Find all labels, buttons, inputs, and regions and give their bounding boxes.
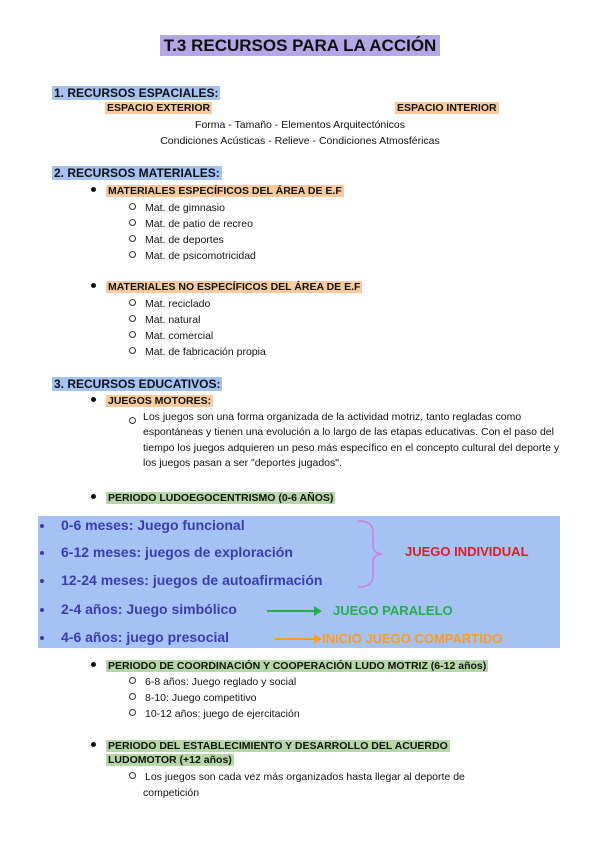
bullet-icon: [40, 551, 44, 555]
brace-icon: [355, 518, 395, 590]
list-item: Mat. de deportes: [129, 234, 224, 246]
tag-juego-paralelo: JUEGO PARALELO: [333, 603, 453, 618]
circle-bullet-icon: [129, 693, 136, 700]
circle-bullet-icon: [129, 203, 136, 210]
page-title: T.3 RECURSOS PARA LA ACCIÓN: [0, 36, 600, 56]
circle-bullet-icon: [129, 299, 136, 306]
bullet-icon: [40, 608, 44, 612]
bullet-icon: [91, 742, 96, 747]
list-item: Mat. de patio de recreo: [129, 218, 253, 230]
list-item: Mat. de fabricación propia: [129, 346, 266, 358]
circle-bullet-icon: [129, 331, 136, 338]
stage-4-6-anos: 4-6 años: juego presocial: [61, 629, 230, 645]
materiales-no-especificos: MATERIALES NO ESPECÍFICOS DEL ÁREA DE E.F: [91, 281, 362, 293]
list-item-continuation: competición: [143, 787, 200, 799]
periodo-establecimiento-line2: LUDOMOTOR (+12 años): [108, 754, 232, 766]
section-2-heading: 2. RECURSOS MATERIALES:: [54, 166, 220, 180]
circle-bullet-icon: [129, 315, 136, 322]
section-1-heading: 1. RECURSOS ESPACIALES:: [54, 86, 219, 100]
periodo-coordinacion: PERIODO DE COORDINACIÓN Y COOPERACIÓN LUDO MOTRIZ (6-12 años): [91, 660, 488, 672]
materiales-especificos: MATERIALES ESPECÍFICOS DEL ÁREA DE E.F: [91, 185, 344, 197]
stage-12-24-meses: 12-24 meses: juegos de autoafirmación: [61, 572, 323, 588]
bullet-icon: [40, 579, 44, 583]
exterior-label: ESPACIO EXTERIOR: [107, 102, 211, 114]
periodo-ludoegocentrismo: PERIODO LUDOEGOCENTRISMO (0-6 AÑOS): [91, 492, 335, 504]
circle-bullet-icon: [129, 772, 136, 779]
stage-2-4-anos: 2-4 años: Juego simbólico: [61, 601, 237, 617]
circle-bullet-icon: [129, 347, 136, 354]
tag-inicio-juego-compartido: INICIO JUEGO COMPARTIDO: [322, 631, 503, 646]
circle-bullet-icon: [129, 709, 136, 716]
list-item: Los juegos son cada vez más organizados hasta llegar al deporte de: [129, 771, 465, 783]
list-item: Mat. de gimnasio: [129, 202, 225, 214]
spatial-line-2: Condiciones Acústicas - Relieve - Condiciones Atmosféricas: [160, 135, 440, 147]
juegos-paragraph: Los juegos son una forma organizada de la actividad motriz, tanto regladas como espontáneas y tienen una evolución a lo largo de las etapas educativas. Con el paso del tiempo los juegos adquieren un peso más específico en el concepto cultural del deporte y los juegos pasan a ser "deportes jugados".: [143, 411, 560, 469]
list-item: Mat. reciclado: [129, 298, 210, 310]
circle-bullet-icon: [129, 219, 136, 226]
circle-bullet-icon: [129, 251, 136, 258]
bullet-icon: [91, 397, 96, 402]
tag-juego-individual: JUEGO INDIVIDUAL: [405, 544, 529, 559]
stage-0-6-meses: 0-6 meses: Juego funcional: [61, 517, 245, 533]
circle-bullet-icon: [129, 677, 136, 684]
bullet-icon: [91, 283, 96, 288]
bullet-icon: [91, 494, 96, 499]
arrow-right-icon: [267, 604, 323, 618]
circle-bullet-icon: [129, 235, 136, 242]
spatial-line-1: Forma - Tamaño - Elementos Arquitectónicos: [195, 119, 405, 131]
list-item: 8-10: Juego competitivo: [129, 692, 256, 704]
list-item: 6-8 años: Juego reglado y social: [129, 676, 296, 688]
list-item: Mat. de psicomotricidad: [129, 250, 256, 262]
bullet-icon: [40, 524, 44, 528]
arrow-right-icon: [275, 632, 323, 646]
section-3-heading: 3. RECURSOS EDUCATIVOS:: [54, 377, 221, 391]
stage-6-12-meses: 6-12 meses: juegos de exploración: [61, 544, 293, 560]
list-item: 10-12 años: juego de ejercitación: [129, 708, 300, 720]
bullet-icon: [91, 187, 96, 192]
list-item: Mat. comercial: [129, 330, 213, 342]
interior-label: ESPACIO INTERIOR: [397, 102, 497, 114]
bullet-icon: [40, 636, 44, 640]
juegos-motores: JUEGOS MOTORES:: [91, 395, 213, 407]
bullet-icon: [91, 662, 96, 667]
list-item: Mat. natural: [129, 314, 200, 326]
periodo-establecimiento: PERIODO DEL ESTABLECIMIENTO Y DESARROLLO DEL ACUERDO: [91, 740, 450, 752]
